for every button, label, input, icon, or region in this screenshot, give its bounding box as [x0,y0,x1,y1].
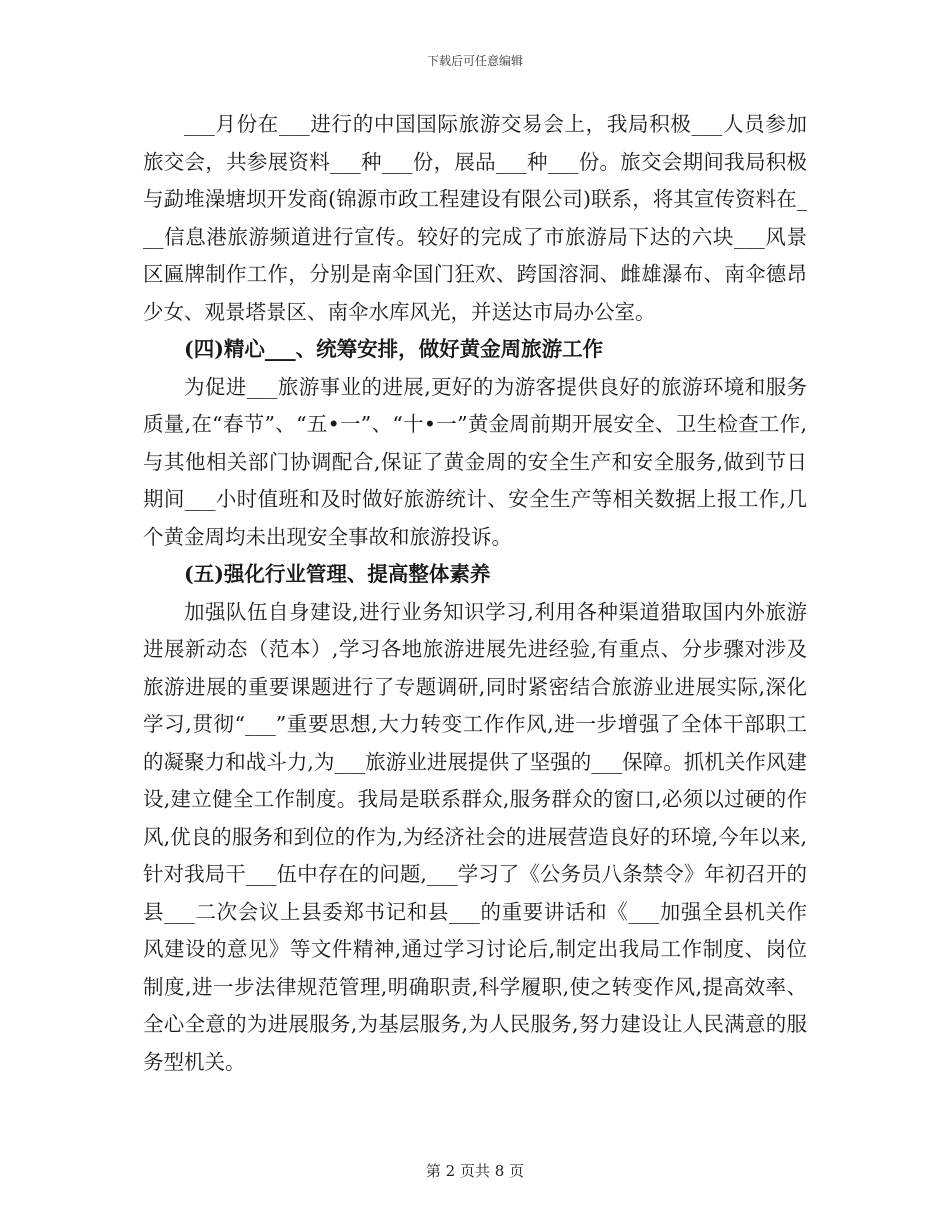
paragraph-golden-week: 为促进___旅游事业的进展,更好的为游客提供良好的旅游环境和服务质量,在“春节”、“五•一”、“十•一”黄金周前期开展安全、卫生检查工作,与其他相关部门协调配合,保证了黄金周的安全生产和安全服务,做到节日期间___小时值班和及时做好旅游统计、安全生产等相关数据上报工作,几个黄金周均未出现安全事故和旅游投诉。 [143,374,807,549]
section-heading-5: (五)强化行业管理、提高整体素养 [184,562,491,586]
paragraph-trade-fair: ___月份在___进行的中国国际旅游交易会上，我局积极___人员参加旅交会，共参展资料___种___份，展品___种___份。旅交会期间我局积极与勐堆澡塘坝开发商(锦源市政工程建设有限公司)联系，将其宣传资料在___信息港旅游频道进行宣传。较好的完成了市旅游局下达的六块___风景区匾牌制作工作，分别是南伞国门狂欢、跨国溶洞、雌雄瀑布、南伞德昂少女、观景塔景区、南伞水库风光，并送达市局办公室。 [143,112,807,324]
page-number: 第 2 页共 8 页 [425,1162,525,1180]
paragraph-industry-management: 加强队伍自身建设,进行业务知识学习,利用各种渠道猎取国内外旅游进展新动态（范本）,学习各地旅游进展先进经验,有重点、分步骤对涉及旅游进展的重要课题进行了专题调研,同时紧密结合旅游业进展实际,深化学习,贯彻“___”重要思想,大力转变工作作风,进一步增强了全体干部职工的凝聚力和战斗力,为___旅游业进展提供了坚强的___保障。抓机关作风建设,建立健全工作制度。我局是联系群众,服务群众的窗口,必须以过硬的作风,优良的服务和到位的作为,为经济社会的进展营造良好的环境,今年以来,针对我局干___伍中存在的问题,___学习了《公务员八条禁令》年初召开的县___二次会议上县委郑书记和县___的重要讲话和《___加强全县机关作风建设的意见》等文件精神,通过学习讨论后,制定出我局工作制度、岗位制度,进一步法律规范管理,明确职责,科学履职,使之转变作风,提高效率、全心全意的为进展服务,为基层服务,为人民服务,努力建设让人民满意的服务型机关。 [143,599,807,1074]
header-note: 下载后可任意编辑 [426,54,523,68]
section-heading-4: (四)精心___、统筹安排，做好黄金周旅游工作 [184,337,604,361]
document-body [143,106,807,1081]
